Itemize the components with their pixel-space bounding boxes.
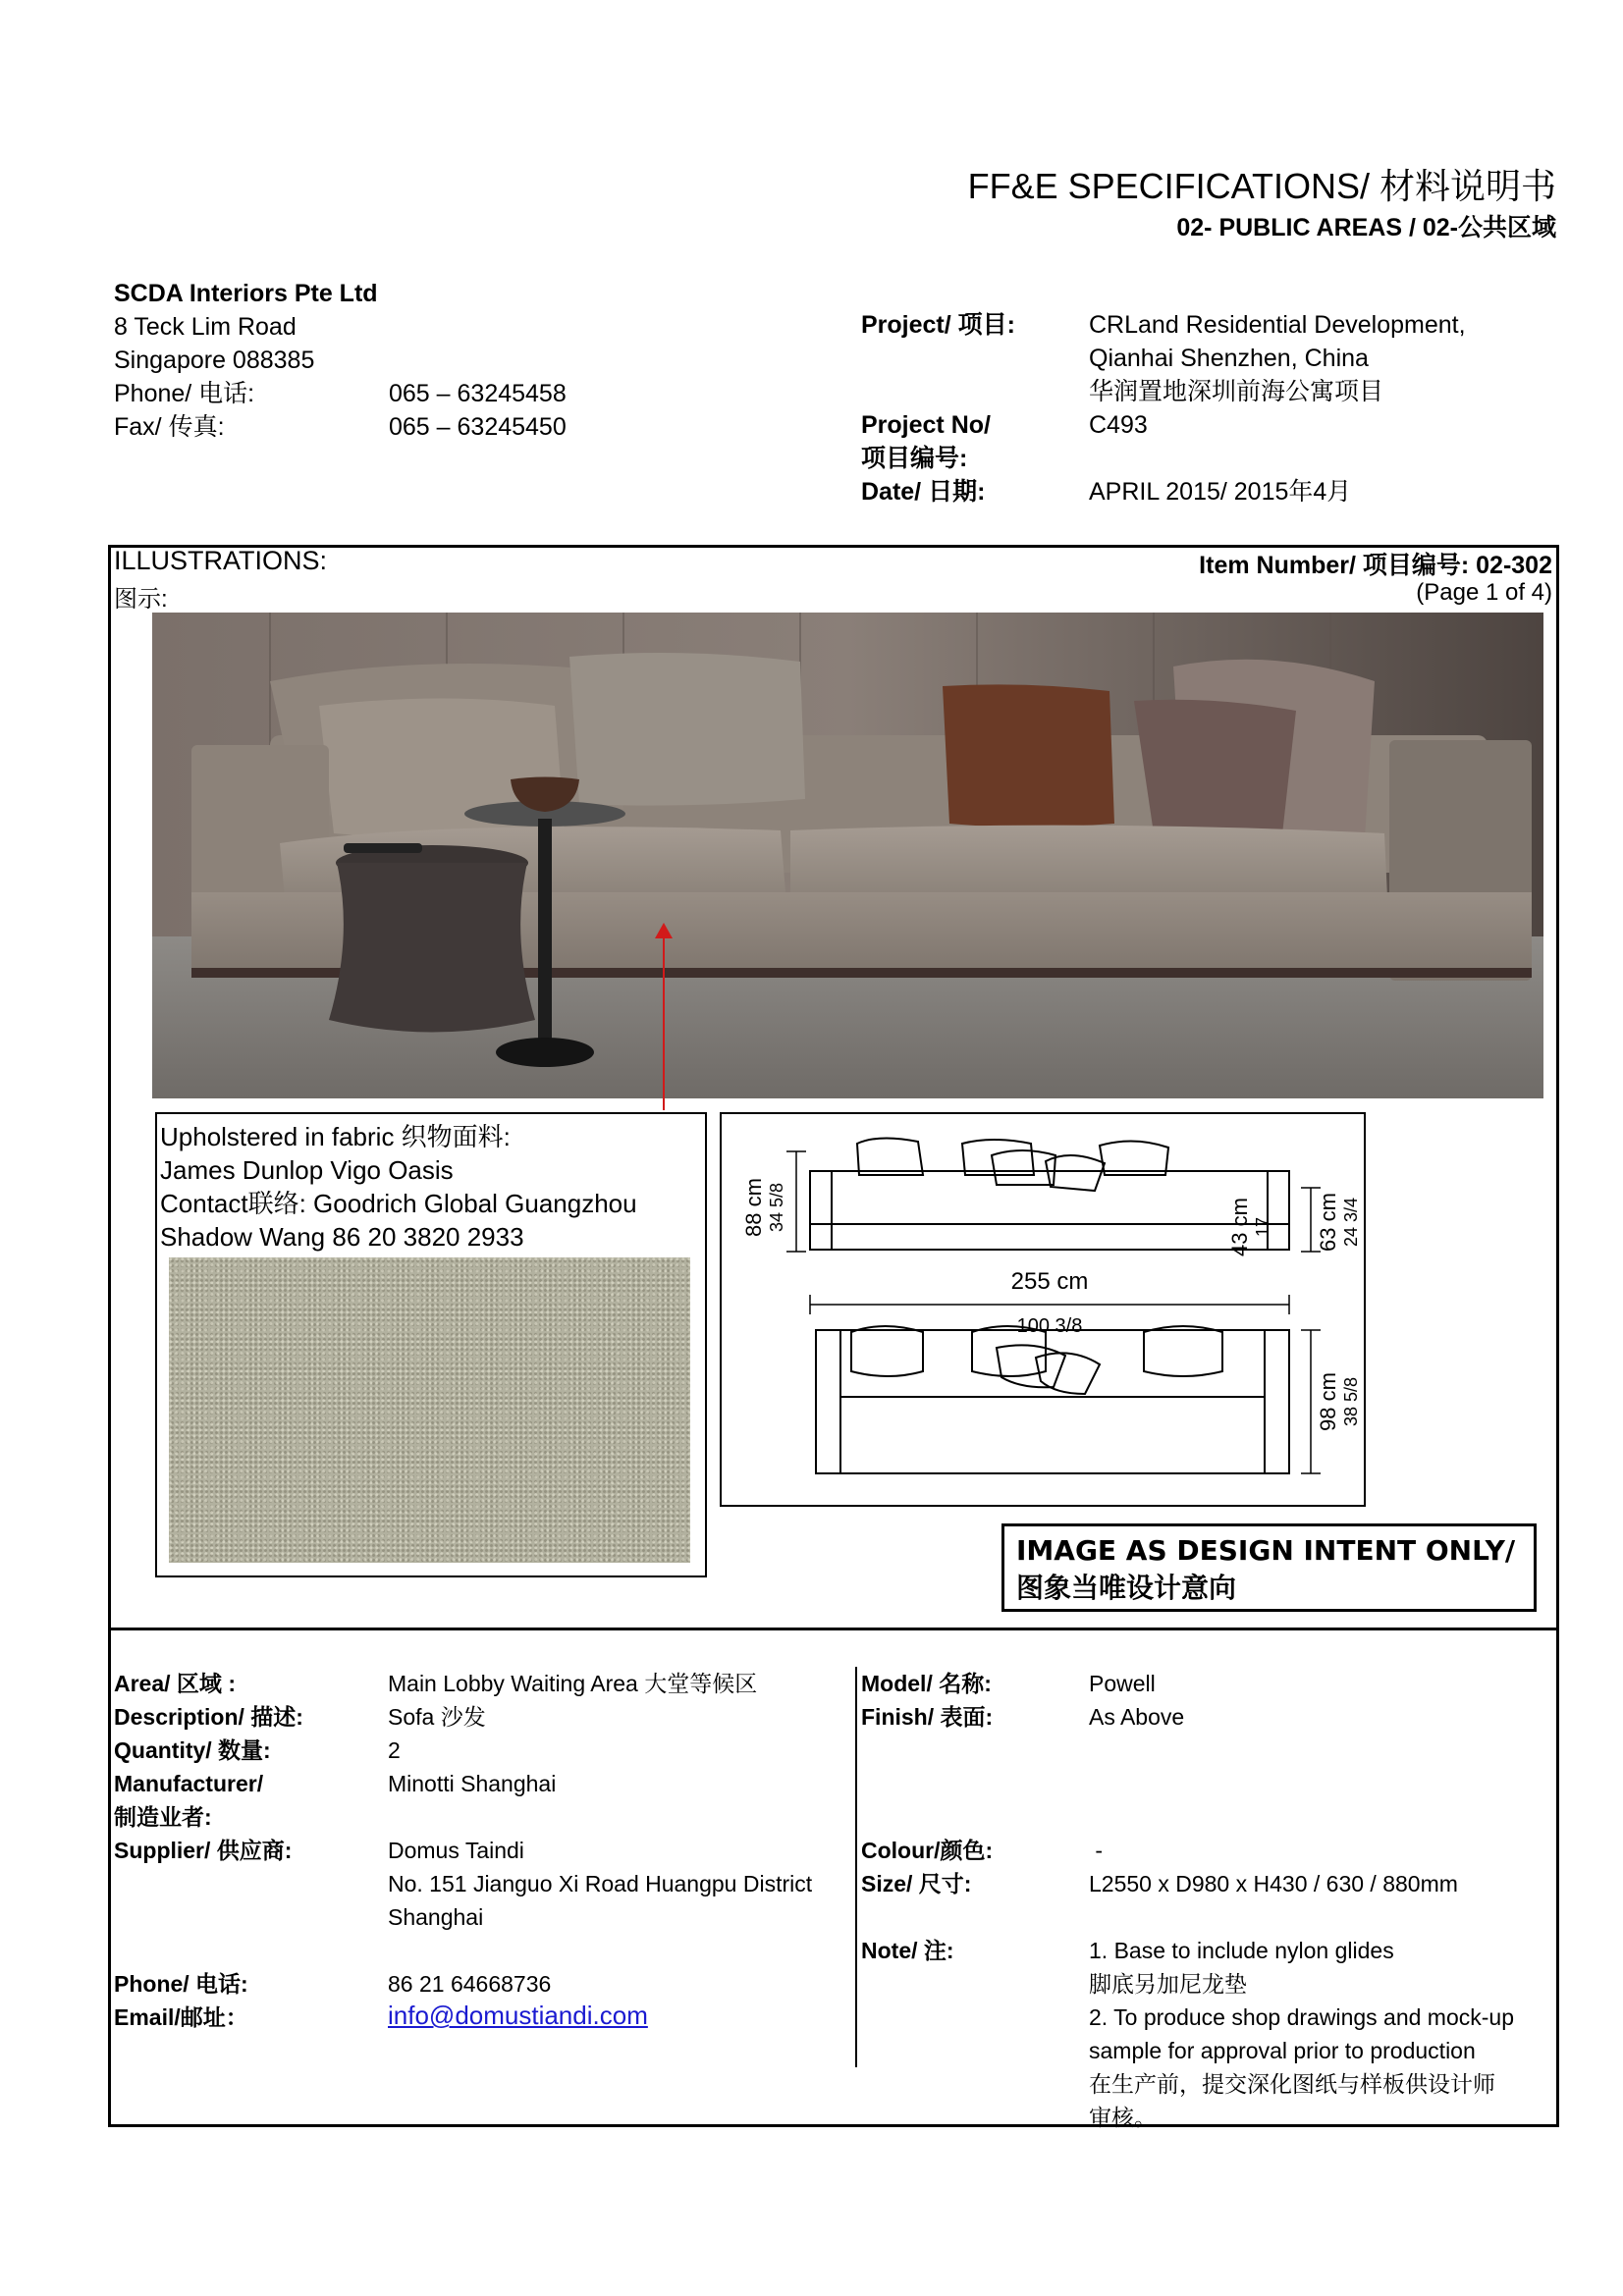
company-name: SCDA Interiors Pte Ltd — [114, 280, 378, 307]
project-name-3: 华润置地深圳前海公寓项目 — [1089, 378, 1384, 405]
company-address-1: 8 Teck Lim Road — [114, 313, 297, 341]
phone-label: Phone/ 电话: — [114, 1971, 248, 1997]
design-intent-note — [1001, 1523, 1537, 1612]
fabric-line-3: Contact联络: Goodrich Global Guangzhou — [160, 1189, 637, 1218]
project-no-label-cn: 项目编号: — [861, 445, 968, 472]
plan-view — [816, 1326, 1289, 1473]
fabric-line-4: Shadow Wang 86 20 3820 2933 — [160, 1222, 524, 1252]
fabric-swatch-image — [169, 1257, 690, 1563]
item-number: Item Number/ 项目编号: 02-302 — [1199, 552, 1552, 579]
note-line-6: 审核。 — [1089, 2105, 1157, 2130]
project-date-label: Date/ 日期: — [861, 478, 986, 506]
callout-arrow-line — [663, 931, 665, 1110]
depth-in: 38 5/8 — [1341, 1376, 1361, 1427]
page-number: (Page 1 of 4) — [1416, 579, 1552, 606]
company-fax: 065 – 63245450 — [389, 413, 567, 441]
project-no-label: Project No/ — [861, 411, 991, 439]
seat-height-in: 24 3/4 — [1341, 1197, 1361, 1248]
project-row-3 — [861, 375, 1521, 408]
sofa-photo — [152, 613, 1543, 1098]
arm-height-cm: 43 cm — [1227, 1198, 1252, 1256]
model-value: Powell — [1089, 1671, 1156, 1696]
arm-height-in: 17 — [1253, 1216, 1272, 1238]
document-title: FF&E SPECIFICATIONS/ 材料说明书 — [967, 166, 1556, 206]
size-value: L2550 x D980 x H430 / 630 / 880mm — [1089, 1871, 1458, 1896]
company-fax-label: Fax/ 传真: — [114, 413, 225, 441]
width-in: 100 3/8 — [1016, 1315, 1083, 1337]
height-cm: 88 cm — [741, 1178, 766, 1237]
note-line-3: 2. To produce shop drawings and mock-up — [1089, 2004, 1515, 2030]
colour-value: - — [1089, 1838, 1104, 1863]
callout-arrow-head — [655, 923, 673, 938]
fabric-line-1: Upholstered in fabric 织物面料: — [160, 1122, 511, 1151]
project-block — [861, 308, 1521, 508]
project-no: C493 — [1089, 411, 1148, 439]
supplier-label: Supplier/ 供应商: — [114, 1838, 293, 1863]
design-intent-line-1: IMAGE AS DESIGN INTENT ONLY/ — [1016, 1534, 1516, 1567]
project-label-blank — [861, 342, 1089, 375]
company-fax-row — [114, 410, 567, 444]
section-divider — [108, 1628, 1559, 1630]
project-name-2: Qianhai Shenzhen, China — [1089, 345, 1369, 372]
area-value: Main Lobby Waiting Area 大堂等候区 — [388, 1671, 758, 1696]
arm-height-labels — [1217, 1168, 1365, 1286]
manufacturer-label: Manufacturer/ — [114, 1771, 264, 1796]
description-label: Description/ 描述: — [114, 1704, 303, 1730]
note-label: Note/ 注: — [861, 1938, 954, 1963]
size-label: Size/ 尺寸: — [861, 1871, 972, 1896]
email-link[interactable]: info@domustiandi.com — [388, 2001, 648, 2030]
description-value: Sofa 沙发 — [388, 1704, 486, 1730]
supplier-city: Shanghai — [388, 1904, 484, 1930]
seat-height-cm: 63 cm — [1316, 1193, 1340, 1252]
company-address-2: Singapore 088385 — [114, 347, 315, 374]
project-label-blank — [861, 375, 1089, 408]
fabric-description — [160, 1120, 637, 1254]
company-phone-row — [114, 377, 567, 410]
note-line-4: sample for approval prior to production — [1089, 2038, 1476, 2063]
email-label: Email/邮址： — [114, 2004, 248, 2030]
project-label: Project/ 项目: — [861, 311, 1015, 339]
note-line-2: 脚底另加尼龙垫 — [1089, 1971, 1247, 1997]
project-no-row — [861, 408, 1521, 442]
width-cm: 255 cm — [1010, 1268, 1089, 1295]
height-in: 34 5/8 — [767, 1182, 786, 1233]
company-phone-label: Phone/ 电话: — [114, 380, 255, 407]
company-block — [114, 277, 567, 444]
project-row-2 — [861, 342, 1521, 375]
supplier-address: No. 151 Jianguo Xi Road Huangpu District — [388, 1871, 813, 1896]
depth-cm: 98 cm — [1316, 1372, 1340, 1431]
illustrations-title: ILLUSTRATIONS: — [114, 546, 328, 575]
fabric-line-2: James Dunlop Vigo Oasis — [160, 1155, 454, 1185]
column-separator — [855, 1667, 857, 2067]
colour-label: Colour/颜色: — [861, 1838, 994, 1863]
quantity-value: 2 — [388, 1737, 401, 1763]
manufacturer-value: Minotti Shanghai — [388, 1771, 557, 1796]
finish-label: Finish/ 表面: — [861, 1704, 994, 1730]
project-no-blank — [1089, 442, 1521, 475]
note-line-5: 在生产前，提交深化图纸与样板供设计师 — [1089, 2071, 1495, 2097]
project-date-row — [861, 475, 1521, 508]
company-phone: 065 – 63245458 — [389, 380, 567, 407]
phone-value: 86 21 64668736 — [388, 1971, 552, 1997]
note-line-1: 1. Base to include nylon glides — [1089, 1938, 1394, 1963]
finish-value: As Above — [1089, 1704, 1185, 1730]
project-name-1: CRLand Residential Development, — [1089, 311, 1466, 339]
project-no-row-2 — [861, 442, 1521, 475]
project-row — [861, 308, 1521, 342]
model-label: Model/ 名称: — [861, 1671, 992, 1696]
manufacturer-label-cn: 制造业者: — [114, 1804, 212, 1830]
document-subtitle: 02- PUBLIC AREAS / 02-公共区域 — [1176, 214, 1556, 241]
project-date: APRIL 2015/ 2015年4月 — [1089, 478, 1352, 506]
design-intent-line-2: 图象当唯设计意向 — [1016, 1572, 1237, 1604]
supplier-name: Domus Taindi — [388, 1838, 524, 1863]
illustrations-subtitle: 图示: — [114, 586, 168, 613]
quantity-label: Quantity/ 数量: — [114, 1737, 271, 1763]
area-label: Area/ 区域 : — [114, 1671, 236, 1696]
